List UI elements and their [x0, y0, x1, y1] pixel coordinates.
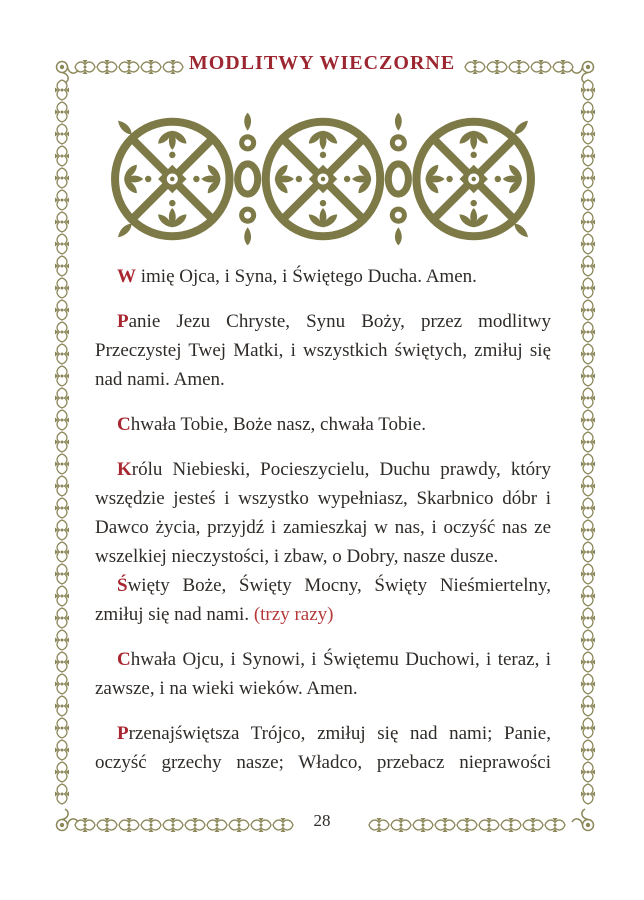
paragraph-text: hwała Tobie, Boże nasz, chwała Tobie.	[130, 414, 426, 435]
prayer-paragraph-4	[95, 455, 551, 571]
drop-cap: C	[117, 414, 131, 435]
prayer-paragraph-2	[95, 307, 551, 394]
drop-cap: Ś	[117, 575, 128, 596]
prayer-paragraph-6	[95, 645, 551, 703]
drop-cap: P	[117, 311, 129, 332]
paragraph-text: więty Boże, Święty Mocny, Święty Nieśmiertelny, zmiłuj się nad nami.	[95, 575, 551, 625]
drop-cap: C	[117, 649, 131, 670]
paragraph-text: hwała Ojcu, i Synowi, i Świętemu Duchowi, i teraz, i zawsze, i na wieki wieków. Amen.	[95, 649, 551, 699]
prayer-paragraph-1	[95, 262, 551, 291]
prayer-text	[95, 262, 551, 777]
ornamental-band	[108, 108, 538, 250]
paragraph-text: rólu Niebieski, Pocieszycielu, Duchu prawdy, który wszędzie jesteś i wszystko wypełniasz, Skarbnico dóbr i Dawco życia, przyjdź i zamieszkaj w nas, i oczyść nas ze wszelkiej nieczystości, i zbaw, o Dobry, nasze dusze.	[95, 459, 551, 567]
page-title: MODLITWY WIECZORNE	[188, 52, 456, 74]
paragraph-text: rzenajświętsza Trójco, zmiłuj się nad nami; Panie, oczyść grzechy nasze; Władco, przebacz nieprawości	[95, 723, 551, 773]
prayer-paragraph-5	[95, 571, 551, 629]
drop-cap: P	[117, 723, 129, 744]
drop-cap: K	[117, 459, 132, 480]
prayer-paragraph-3	[95, 410, 551, 439]
page-number: 28	[313, 811, 331, 830]
prayer-paragraph-7	[95, 719, 551, 777]
rubric-note: (trzy razy)	[253, 604, 334, 625]
paragraph-text: anie Jezu Chryste, Synu Boży, przez modlitwy Przeczystej Twej Matki, i wszystkich świętych, zmiłuj się nad nami. Amen.	[95, 311, 551, 390]
paragraph-text: imię Ojca, i Syna, i Świętego Ducha. Amen.	[136, 266, 477, 287]
drop-cap: W	[117, 266, 136, 287]
